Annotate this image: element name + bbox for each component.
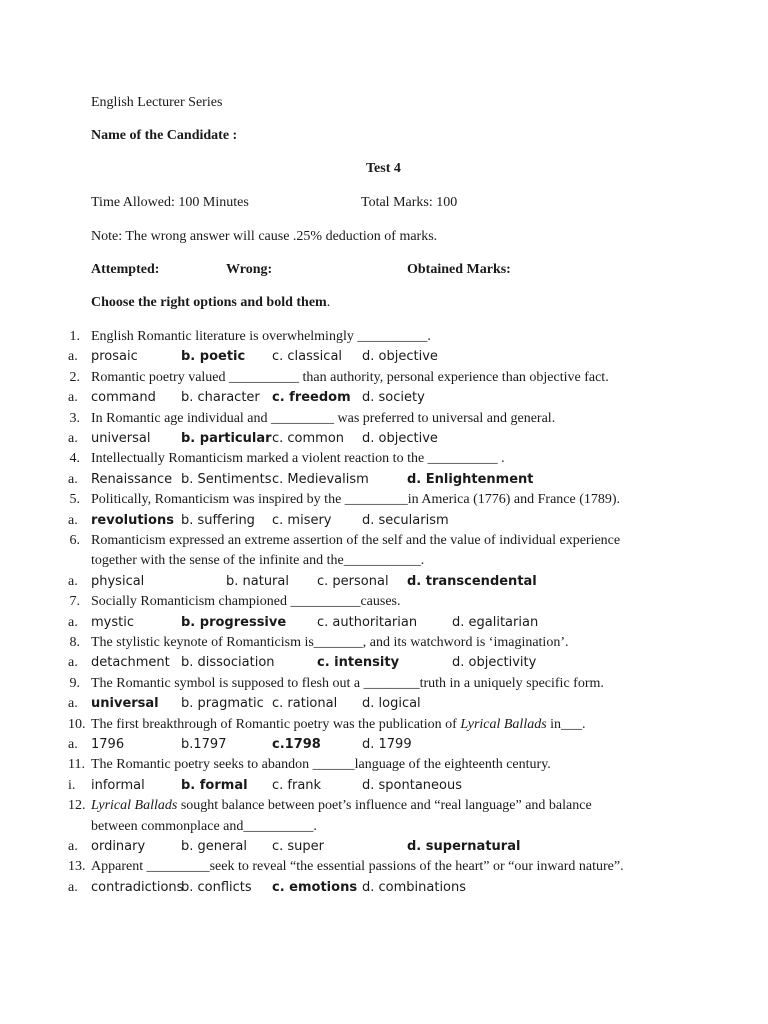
- question-number: 6.: [69, 533, 80, 548]
- answer-option: c.1798: [272, 737, 321, 752]
- option-prefix: a.: [68, 512, 78, 528]
- option: 1796: [91, 737, 125, 752]
- total-marks: Total Marks: 100: [361, 195, 458, 210]
- option: c. authoritarian: [317, 614, 418, 630]
- question-number: 13.: [68, 859, 86, 875]
- answer-option: d. transcendental: [407, 573, 537, 589]
- answer-option: universal: [91, 696, 159, 712]
- option: d. combinations: [362, 879, 467, 895]
- answer-option: b. particular: [181, 431, 272, 446]
- option: c. misery: [272, 512, 332, 528]
- question-text: [91, 717, 586, 733]
- question-title-italic: Lyrical Ballads: [460, 716, 547, 732]
- option-prefix: a.: [68, 614, 78, 630]
- option: physical: [91, 573, 145, 589]
- option: d. society: [362, 390, 425, 406]
- option: ordinary: [91, 839, 146, 854]
- option: b. conflicts: [181, 879, 252, 895]
- option: d. objective: [362, 349, 438, 365]
- question-number: 5.: [69, 492, 80, 508]
- question-number: 7.: [69, 594, 80, 610]
- answer-option: b. progressive: [181, 614, 287, 630]
- question-text: Apparent _________seek to reveal “the essential passions of the heart” or “our inward nature”.: [91, 859, 624, 875]
- time-allowed: Time Allowed: 100 Minutes: [91, 195, 249, 210]
- option: b. general: [181, 839, 247, 854]
- question-text: Politically, Romanticism was inspired by the _________in America (1776) and France (1789).: [91, 492, 621, 508]
- option: command: [91, 390, 156, 406]
- question-number: 2.: [69, 369, 80, 385]
- attempted-label: Attempted:: [91, 262, 160, 277]
- option: c. rational: [272, 696, 338, 712]
- deduction-note: Note: The wrong answer will cause .25% deduction of marks.: [91, 229, 438, 244]
- option-prefix: a.: [68, 737, 78, 752]
- answer-option: d. Enlightenment: [407, 471, 534, 487]
- question-number: 11.: [68, 757, 85, 773]
- answer-option: c. intensity: [317, 655, 400, 671]
- option: c. super: [272, 839, 325, 854]
- question-text: Intellectually Romanticism marked a violent reaction to the __________ .: [91, 451, 505, 467]
- instruction-period: .: [326, 295, 331, 310]
- option: informal: [91, 777, 145, 793]
- question-text: Romantic poetry valued __________ than authority, personal experience than objective fact.: [91, 369, 609, 385]
- question-title-italic: Lyrical Ballads: [91, 798, 178, 814]
- option: detachment: [91, 655, 170, 671]
- instruction: [91, 295, 330, 311]
- option-prefix: a.: [68, 655, 78, 671]
- option-prefix: a.: [68, 349, 78, 365]
- option: b. dissociation: [181, 655, 275, 671]
- option: c. personal: [317, 573, 389, 589]
- question-text-part: in___.: [546, 716, 586, 732]
- question-text-part: The first breakthrough of Romantic poetry was the publication of: [91, 716, 461, 732]
- option: c. frank: [272, 777, 322, 793]
- option-prefix: a.: [68, 431, 78, 446]
- option: b. suffering: [181, 512, 255, 528]
- test-title: Test 4: [366, 161, 401, 176]
- question-number: 9.: [69, 675, 80, 691]
- option: b. Sentiments: [181, 471, 272, 487]
- option: d. objectivity: [452, 655, 537, 671]
- answer-option: c. emotions: [272, 879, 358, 895]
- question-number: 4.: [69, 451, 80, 467]
- question-number: 3.: [69, 410, 80, 426]
- option: d. 1799: [362, 737, 412, 752]
- question-continuation: together with the sense of the infinite and the___________.: [91, 553, 425, 569]
- instruction-text: Choose the right options and bold them: [91, 295, 327, 310]
- question-text: The Romantic poetry seeks to abandon ______language of the eighteenth century.: [91, 757, 551, 773]
- option-prefix: i.: [68, 777, 76, 793]
- option: contradictions: [91, 879, 184, 895]
- question-number: 1.: [69, 329, 80, 344]
- option: d. secularism: [362, 512, 449, 528]
- option: d. logical: [362, 696, 421, 712]
- answer-option: d. supernatural: [407, 839, 521, 854]
- option: c. common: [272, 431, 345, 446]
- option: c. Medievalism: [272, 471, 369, 487]
- question-number: 10.: [68, 716, 86, 732]
- question-text: English Romantic literature is overwhelmingly __________.: [91, 329, 431, 344]
- option-prefix: a.: [68, 471, 78, 487]
- option: d. spontaneous: [362, 777, 463, 793]
- option: b. pragmatic: [181, 696, 264, 712]
- option-prefix: a.: [68, 573, 78, 589]
- option-prefix: a.: [68, 390, 78, 406]
- option: prosaic: [91, 349, 138, 365]
- question-number: 8.: [69, 635, 80, 650]
- answer-option: c. freedom: [272, 390, 351, 406]
- series-title: English Lecturer Series: [91, 95, 223, 110]
- question-text: The Romantic symbol is supposed to flesh out a ________truth in a uniquely specific form.: [91, 675, 604, 691]
- question-text-part: sought balance between poet’s influence and “real language” and balance: [177, 798, 592, 814]
- option-prefix: a.: [68, 879, 78, 895]
- question-text: Romanticism expressed an extreme assertion of the self and the value of individual experience: [91, 533, 621, 548]
- wrong-label: Wrong:: [226, 262, 273, 277]
- option: b. natural: [226, 573, 289, 589]
- question-text: [91, 798, 592, 814]
- option: d. egalitarian: [452, 614, 539, 630]
- option: universal: [91, 431, 151, 446]
- option: d. objective: [362, 431, 438, 446]
- answer-option: revolutions: [91, 512, 174, 528]
- candidate-name-label: Name of the Candidate :: [91, 128, 238, 143]
- question-continuation: between commonplace and__________.: [91, 818, 317, 834]
- option-prefix: a.: [68, 839, 78, 854]
- answer-option: b. poetic: [181, 349, 246, 365]
- question-text: In Romantic age individual and _________ was preferred to universal and general.: [91, 410, 556, 426]
- answer-option: b. formal: [181, 777, 248, 793]
- option: c. classical: [272, 349, 343, 365]
- option: b.1797: [181, 737, 227, 752]
- option: b. character: [181, 390, 260, 406]
- option-prefix: a.: [68, 696, 78, 712]
- question-number: 12.: [68, 798, 86, 814]
- option: Renaissance: [91, 471, 173, 487]
- option: mystic: [91, 614, 134, 630]
- obtained-marks-label: Obtained Marks:: [407, 262, 511, 277]
- question-text: The stylistic keynote of Romanticism is_______, and its watchword is ‘imagination’.: [91, 635, 569, 650]
- question-text: Socially Romanticism championed __________causes.: [91, 594, 401, 610]
